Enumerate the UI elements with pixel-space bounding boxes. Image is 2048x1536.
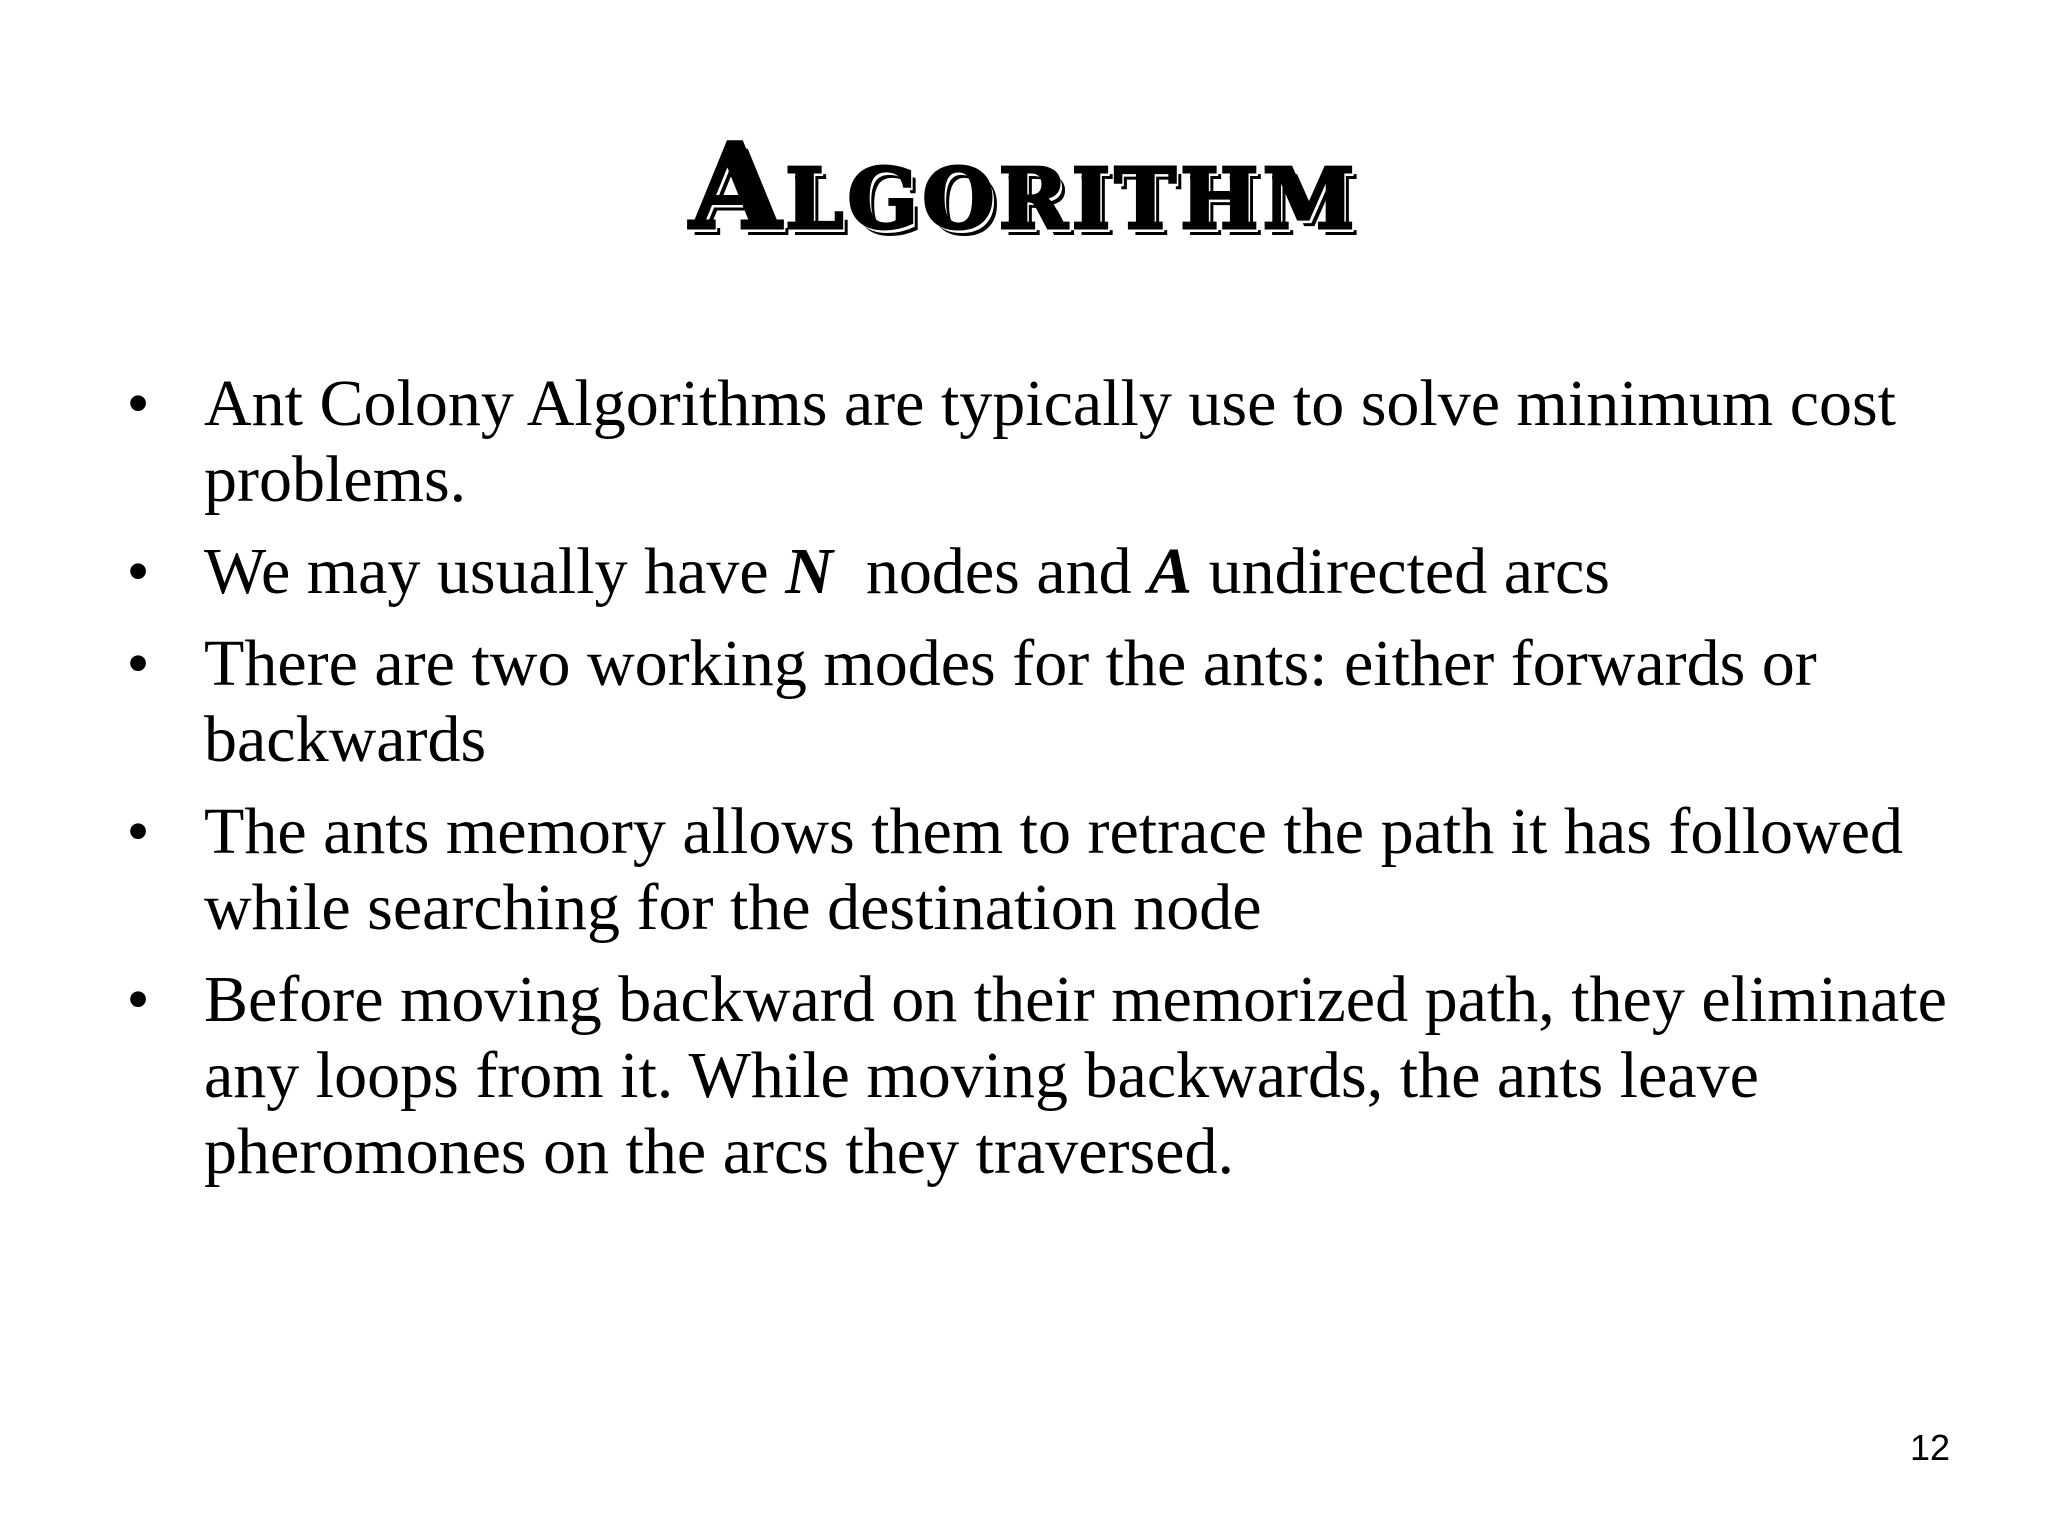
bullet-item-1 [118, 366, 1978, 518]
bullet-text: Before moving backward on their memorized path, they eliminate any loops from it. While moving backwards, the ants leave pheromones on the arcs they traversed. [204, 963, 1947, 1188]
bullet-text: There are two working modes for the ants: either forwards or backwards [204, 627, 1817, 776]
bullet-icon: • [126, 795, 150, 868]
bullet-text-part: undirected arcs [1192, 535, 1610, 608]
page-number: 12 [1909, 1427, 1950, 1468]
bullet-icon: • [126, 963, 150, 1036]
bullet-item-5 [118, 962, 1978, 1190]
bullet-item-2 [118, 534, 1978, 610]
bullet-icon: • [126, 535, 150, 608]
bullet-list [118, 366, 1978, 1206]
variable-n: N [785, 535, 833, 608]
bullet-text: Ant Colony Algorithms are typically use to solve minimum cost problems. [204, 367, 1897, 516]
bullet-text: The ants memory allows them to retrace the path it has followed while searching for the destination node [204, 795, 1903, 944]
bullet-item-3 [118, 626, 1978, 778]
variable-a: A [1148, 535, 1193, 608]
slide-title: Algorithm [689, 117, 1359, 256]
bullet-icon: • [126, 367, 150, 440]
bullet-icon: • [126, 627, 150, 700]
bullet-text-part: nodes and [832, 535, 1149, 608]
bullet-text-part: We may usually have [204, 535, 786, 608]
bullet-item-4 [118, 794, 1978, 946]
